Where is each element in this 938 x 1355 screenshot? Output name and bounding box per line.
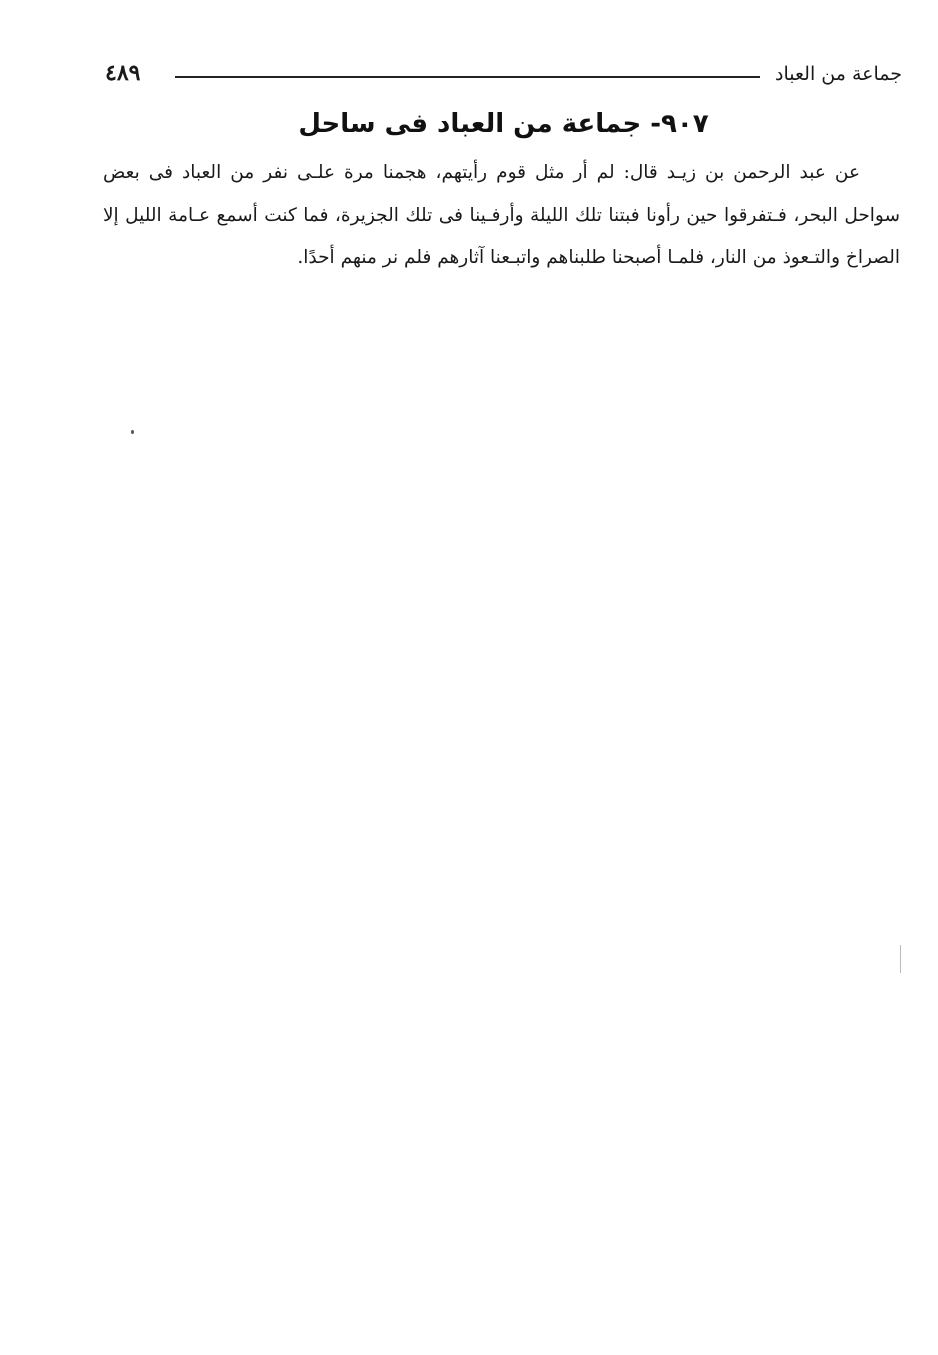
scan-speck xyxy=(131,430,134,434)
running-header xyxy=(105,58,902,92)
header-rule xyxy=(175,76,760,78)
scan-speck xyxy=(900,945,901,973)
section-body-paragraph: عن عبد الرحمن بن زيـد قال: لم أر مثل قوم رأيتهم، هجمنا مرة علـى نفر من العباد فى بعض سواحل البحر، فـتفرقوا حين رأونا فبتنا تلك الليلة وأرفـينا فى تلك الجزيرة، فما كنت أسمع عـامة الليل إلا الصراخ والتـعوذ من النار، فلمـا أصبحنا طلبناهم واتبـعنا آثارهم فلم نر منهم أحدًا. xyxy=(103,162,900,268)
running-header-title: جماعة من العباد xyxy=(775,63,902,85)
page-number: ٤٨٩ xyxy=(105,60,141,86)
section-heading: ٩٠٧- جماعة من العباد فى ساحل xyxy=(298,109,709,139)
